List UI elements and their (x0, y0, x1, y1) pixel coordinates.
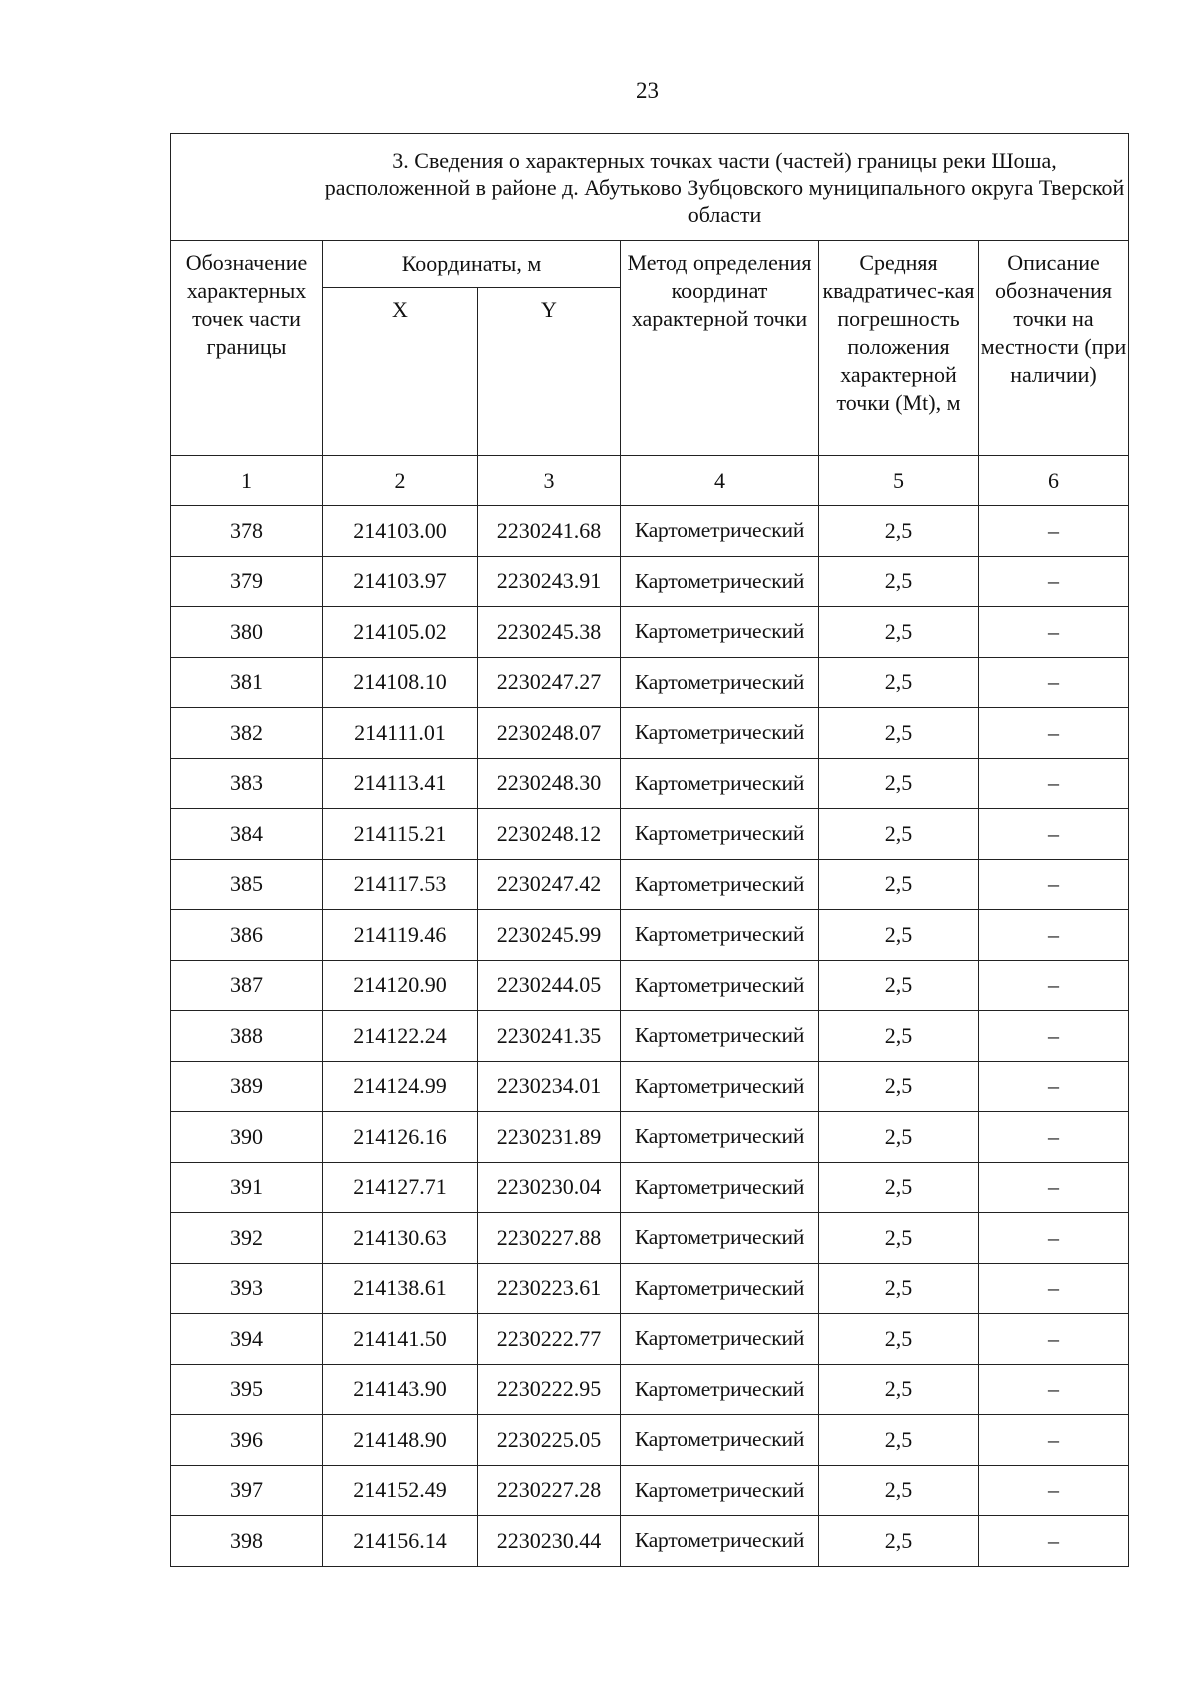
y-coordinate-cell: 2230248.30 (478, 758, 621, 809)
y-coordinate-cell: 2230230.44 (478, 1516, 621, 1567)
description-cell: – (979, 708, 1129, 759)
description-cell: – (979, 556, 1129, 607)
method-cell: Картометрический (621, 1415, 819, 1466)
mean-error-cell: 2,5 (819, 1364, 979, 1415)
point-id-cell: 388 (171, 1011, 323, 1062)
header-coordinates: Координаты, м (323, 241, 621, 288)
point-id-cell: 387 (171, 960, 323, 1011)
y-coordinate-cell: 2230248.07 (478, 708, 621, 759)
y-coordinate-cell: 2230247.27 (478, 657, 621, 708)
method-cell: Картометрический (621, 1213, 819, 1264)
mean-error-cell: 2,5 (819, 1263, 979, 1314)
y-coordinate-cell: 2230245.38 (478, 607, 621, 658)
point-id-cell: 384 (171, 809, 323, 860)
y-coordinate-cell: 2230247.42 (478, 859, 621, 910)
point-id-cell: 379 (171, 556, 323, 607)
method-cell: Картометрический (621, 1314, 819, 1365)
x-coordinate-cell: 214126.16 (323, 1112, 478, 1163)
method-cell: Картометрический (621, 708, 819, 759)
mean-error-cell: 2,5 (819, 657, 979, 708)
boundary-points-table (170, 133, 1129, 1567)
y-coordinate-cell: 2230231.89 (478, 1112, 621, 1163)
mean-error-cell: 2,5 (819, 506, 979, 557)
x-coordinate-cell: 214113.41 (323, 758, 478, 809)
mean-error-cell: 2,5 (819, 708, 979, 759)
point-id-cell: 392 (171, 1213, 323, 1264)
header-x: X (323, 288, 478, 456)
y-coordinate-cell: 2230227.28 (478, 1465, 621, 1516)
table-row (171, 708, 1129, 759)
description-cell: – (979, 758, 1129, 809)
table-row (171, 1314, 1129, 1365)
method-cell: Картометрический (621, 1263, 819, 1314)
description-cell: – (979, 1364, 1129, 1415)
table-row (171, 1364, 1129, 1415)
description-cell: – (979, 657, 1129, 708)
point-id-cell: 391 (171, 1162, 323, 1213)
mean-error-cell: 2,5 (819, 758, 979, 809)
mean-error-cell: 2,5 (819, 1465, 979, 1516)
method-cell: Картометрический (621, 1112, 819, 1163)
y-coordinate-cell: 2230222.77 (478, 1314, 621, 1365)
mean-error-cell: 2,5 (819, 910, 979, 961)
description-cell: – (979, 607, 1129, 658)
description-cell: – (979, 1112, 1129, 1163)
method-cell: Картометрический (621, 1162, 819, 1213)
description-cell: – (979, 1415, 1129, 1466)
x-coordinate-cell: 214105.02 (323, 607, 478, 658)
x-coordinate-cell: 214103.97 (323, 556, 478, 607)
y-coordinate-cell: 2230241.35 (478, 1011, 621, 1062)
description-cell: – (979, 859, 1129, 910)
column-number: 4 (621, 456, 819, 506)
mean-error-cell: 2,5 (819, 960, 979, 1011)
x-coordinate-cell: 214108.10 (323, 657, 478, 708)
y-coordinate-cell: 2230223.61 (478, 1263, 621, 1314)
mean-error-cell: 2,5 (819, 1011, 979, 1062)
mean-error-cell: 2,5 (819, 556, 979, 607)
point-id-cell: 393 (171, 1263, 323, 1314)
point-id-cell: 382 (171, 708, 323, 759)
table-row (171, 1061, 1129, 1112)
description-cell: – (979, 960, 1129, 1011)
description-cell: – (979, 809, 1129, 860)
table-row (171, 1465, 1129, 1516)
column-number-row (171, 456, 1129, 506)
table-row (171, 607, 1129, 658)
y-coordinate-cell: 2230248.12 (478, 809, 621, 860)
point-id-cell: 398 (171, 1516, 323, 1567)
description-cell: – (979, 1213, 1129, 1264)
description-cell: – (979, 1263, 1129, 1314)
table-caption: 3. Сведения о характерных точках части (частей) границы реки Шоша, расположенной в районе д. Абутьково Зубцовского муниципального округа Тверской области (324, 147, 1125, 227)
mean-error-cell: 2,5 (819, 607, 979, 658)
description-cell: – (979, 910, 1129, 961)
table-row (171, 809, 1129, 860)
table-row (171, 859, 1129, 910)
x-coordinate-cell: 214115.21 (323, 809, 478, 860)
point-id-cell: 378 (171, 506, 323, 557)
column-number: 6 (979, 456, 1129, 506)
header-description: Описание обозначения точки на местности (при наличии) (979, 241, 1129, 456)
header-point-designation: Обозначение характерных точек части границы (171, 241, 323, 456)
method-cell: Картометрический (621, 1011, 819, 1062)
y-coordinate-cell: 2230222.95 (478, 1364, 621, 1415)
x-coordinate-cell: 214143.90 (323, 1364, 478, 1415)
point-id-cell: 380 (171, 607, 323, 658)
table-caption-cell (171, 134, 1129, 241)
table-row (171, 556, 1129, 607)
column-number: 1 (171, 456, 323, 506)
mean-error-cell: 2,5 (819, 859, 979, 910)
y-coordinate-cell: 2230234.01 (478, 1061, 621, 1112)
table-row (171, 960, 1129, 1011)
method-cell: Картометрический (621, 1061, 819, 1112)
point-id-cell: 381 (171, 657, 323, 708)
point-id-cell: 396 (171, 1415, 323, 1466)
table-row (171, 1516, 1129, 1567)
x-coordinate-cell: 214130.63 (323, 1213, 478, 1264)
point-id-cell: 397 (171, 1465, 323, 1516)
description-cell: – (979, 1314, 1129, 1365)
x-coordinate-cell: 214156.14 (323, 1516, 478, 1567)
y-coordinate-cell: 2230227.88 (478, 1213, 621, 1264)
point-id-cell: 383 (171, 758, 323, 809)
table-row (171, 910, 1129, 961)
description-cell: – (979, 1011, 1129, 1062)
table-row (171, 1213, 1129, 1264)
method-cell: Картометрический (621, 1465, 819, 1516)
table-body (171, 506, 1129, 1567)
x-coordinate-cell: 214122.24 (323, 1011, 478, 1062)
point-id-cell: 390 (171, 1112, 323, 1163)
description-cell: – (979, 1061, 1129, 1112)
table-row (171, 758, 1129, 809)
y-coordinate-cell: 2230244.05 (478, 960, 621, 1011)
table-row (171, 1263, 1129, 1314)
x-coordinate-cell: 214127.71 (323, 1162, 478, 1213)
description-cell: – (979, 1465, 1129, 1516)
column-number: 3 (478, 456, 621, 506)
table-row (171, 1112, 1129, 1163)
mean-error-cell: 2,5 (819, 809, 979, 860)
page-number: 23 (636, 78, 659, 103)
point-id-cell: 395 (171, 1364, 323, 1415)
header-mean-error: Средняя квадратичес-кая погрешность положения характерной точки (Mt), м (819, 241, 979, 456)
table-row (171, 657, 1129, 708)
description-cell: – (979, 1516, 1129, 1567)
x-coordinate-cell: 214148.90 (323, 1415, 478, 1466)
method-cell: Картометрический (621, 506, 819, 557)
point-id-cell: 385 (171, 859, 323, 910)
method-cell: Картометрический (621, 556, 819, 607)
x-coordinate-cell: 214152.49 (323, 1465, 478, 1516)
y-coordinate-cell: 2230241.68 (478, 506, 621, 557)
point-id-cell: 386 (171, 910, 323, 961)
method-cell: Картометрический (621, 657, 819, 708)
y-coordinate-cell: 2230230.04 (478, 1162, 621, 1213)
y-coordinate-cell: 2230245.99 (478, 910, 621, 961)
description-cell: – (979, 506, 1129, 557)
header-method: Метод определения координат характерной точки (621, 241, 819, 456)
table-header (171, 134, 1129, 506)
mean-error-cell: 2,5 (819, 1415, 979, 1466)
method-cell: Картометрический (621, 1364, 819, 1415)
x-coordinate-cell: 214141.50 (323, 1314, 478, 1365)
point-id-cell: 394 (171, 1314, 323, 1365)
column-number: 5 (819, 456, 979, 506)
method-cell: Картометрический (621, 960, 819, 1011)
mean-error-cell: 2,5 (819, 1112, 979, 1163)
y-coordinate-cell: 2230225.05 (478, 1415, 621, 1466)
x-coordinate-cell: 214117.53 (323, 859, 478, 910)
column-number: 2 (323, 456, 478, 506)
mean-error-cell: 2,5 (819, 1061, 979, 1112)
method-cell: Картометрический (621, 1516, 819, 1567)
method-cell: Картометрический (621, 607, 819, 658)
method-cell: Картометрический (621, 859, 819, 910)
mean-error-cell: 2,5 (819, 1314, 979, 1365)
method-cell: Картометрический (621, 758, 819, 809)
x-coordinate-cell: 214120.90 (323, 960, 478, 1011)
x-coordinate-cell: 214119.46 (323, 910, 478, 961)
table-row (171, 1011, 1129, 1062)
table-row (171, 506, 1129, 557)
x-coordinate-cell: 214103.00 (323, 506, 478, 557)
mean-error-cell: 2,5 (819, 1516, 979, 1567)
table-row (171, 1162, 1129, 1213)
y-coordinate-cell: 2230243.91 (478, 556, 621, 607)
table-row (171, 1415, 1129, 1466)
method-cell: Картометрический (621, 809, 819, 860)
x-coordinate-cell: 214111.01 (323, 708, 478, 759)
method-cell: Картометрический (621, 910, 819, 961)
mean-error-cell: 2,5 (819, 1162, 979, 1213)
description-cell: – (979, 1162, 1129, 1213)
mean-error-cell: 2,5 (819, 1213, 979, 1264)
x-coordinate-cell: 214124.99 (323, 1061, 478, 1112)
point-id-cell: 389 (171, 1061, 323, 1112)
x-coordinate-cell: 214138.61 (323, 1263, 478, 1314)
header-y: Y (478, 288, 621, 456)
